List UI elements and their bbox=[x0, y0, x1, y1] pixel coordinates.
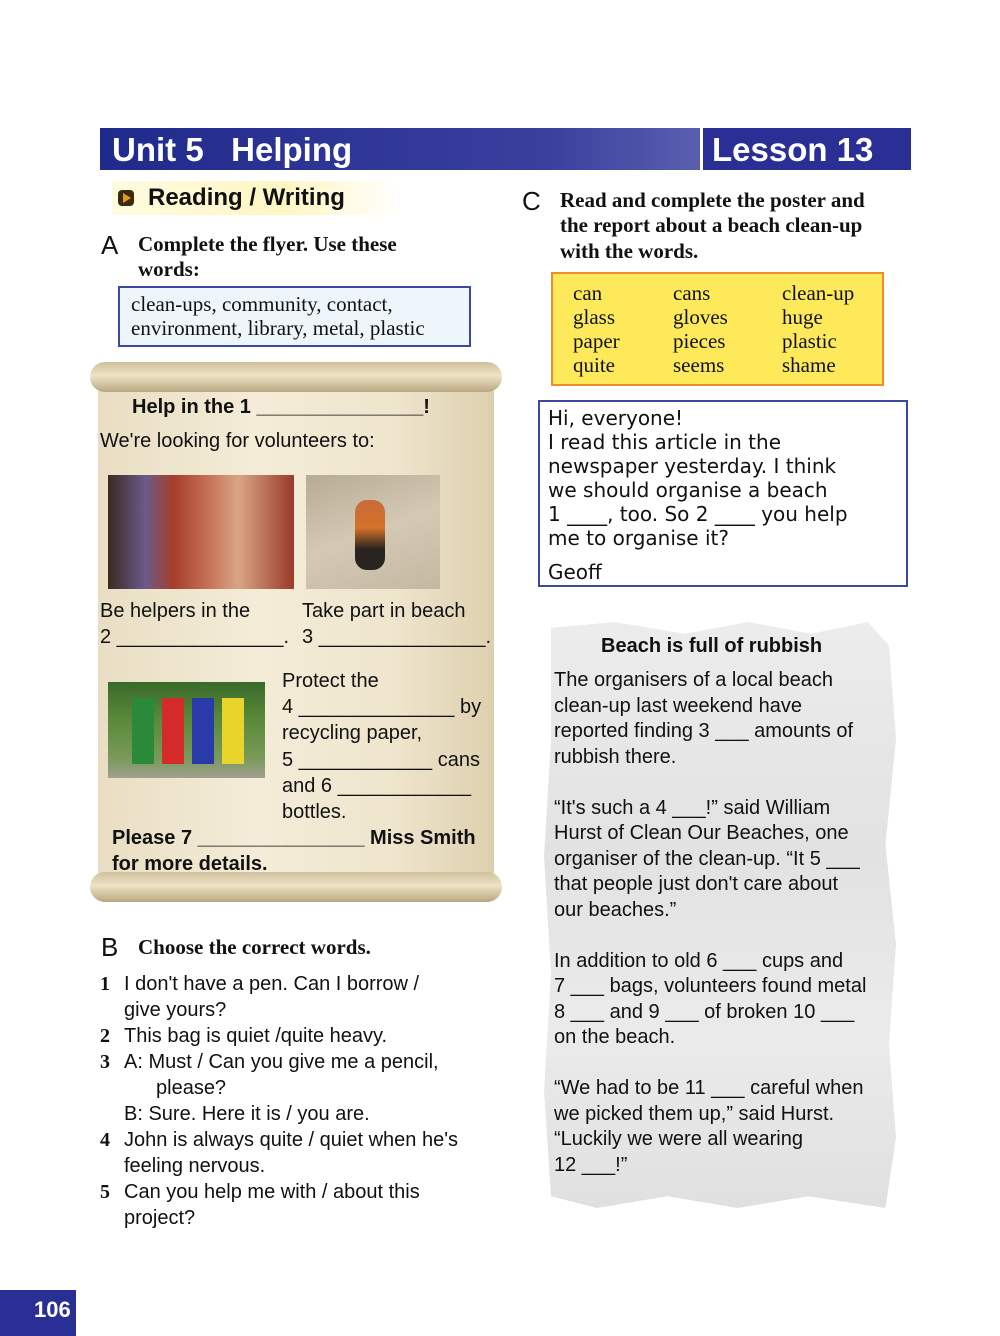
article-line: on the beach. bbox=[554, 1026, 676, 1048]
word: huge bbox=[782, 305, 823, 329]
list-item: 2 This bag is quiet /quite heavy. bbox=[100, 1025, 388, 1047]
word-column-1 bbox=[573, 281, 620, 377]
flyer-protect-3: recycling paper, bbox=[282, 722, 423, 744]
word: shame bbox=[782, 353, 836, 377]
article-line: “We had to be 11 ___ careful when bbox=[554, 1077, 864, 1099]
article-line: rubbish there. bbox=[554, 745, 677, 768]
section-b-letter: B bbox=[101, 932, 119, 962]
section-b-instruction: Choose the correct words. bbox=[138, 935, 371, 959]
red-bin bbox=[162, 698, 184, 764]
article-line: The organisers of a local beach bbox=[554, 669, 834, 691]
list-item: feeling nervous. bbox=[124, 1155, 266, 1177]
play-icon bbox=[118, 190, 134, 206]
list-item: project? bbox=[124, 1207, 196, 1229]
flyer-caption-1a: Be helpers in the bbox=[100, 600, 251, 622]
note-line: we should organise a beach bbox=[548, 478, 828, 502]
note-signature: Geoff bbox=[548, 560, 602, 584]
flyer-caption-2b: 3 _______________. bbox=[302, 626, 492, 648]
spacer bbox=[554, 770, 890, 796]
list-item: give yours? bbox=[124, 999, 227, 1021]
note-line: me to organise it? bbox=[548, 526, 729, 550]
volunteer-figure bbox=[355, 500, 385, 570]
lesson-title: Lesson 13 bbox=[712, 131, 874, 168]
flyer-protect-5: and 6 ____________ bbox=[282, 775, 472, 797]
word-box-a-line: environment, library, metal, plastic bbox=[131, 316, 425, 340]
section-tag-label: Reading / Writing bbox=[148, 184, 345, 211]
word: clean-up bbox=[782, 281, 855, 305]
flyer-heading: Help in the 1 _______________! bbox=[132, 396, 430, 418]
article-body bbox=[554, 668, 890, 1178]
article-headline: Beach is full of rubbish bbox=[601, 635, 823, 657]
note-line: 1 ____, too. So 2 ____ you help bbox=[548, 502, 848, 526]
flyer-please-1: Please 7 _______________ Miss Smith bbox=[112, 827, 476, 849]
word: pieces bbox=[673, 329, 726, 353]
list-item: 4 John is always quite / quiet when he's bbox=[100, 1129, 459, 1151]
section-a-instruction-2: words: bbox=[138, 257, 200, 281]
flyer-please-2: for more details. bbox=[112, 853, 268, 875]
word: seems bbox=[673, 353, 725, 377]
article-line: Hurst of Clean Our Beaches, one bbox=[554, 822, 849, 844]
scroll-top-roll bbox=[90, 362, 502, 392]
flyer-protect-1: Protect the bbox=[282, 670, 379, 692]
section-a-letter: A bbox=[101, 230, 119, 260]
list-item: please? bbox=[156, 1077, 227, 1099]
word: cans bbox=[673, 281, 711, 305]
article-line: 8 ___ and 9 ___ of broken 10 ___ bbox=[554, 1000, 855, 1023]
note-line: newspaper yesterday. I think bbox=[548, 454, 837, 478]
note-line: Hi, everyone! bbox=[548, 406, 684, 430]
article-line: “Luckily we were all wearing bbox=[554, 1128, 803, 1150]
list-item: B: Sure. Here it is / you are. bbox=[124, 1103, 370, 1125]
word: gloves bbox=[673, 305, 728, 329]
page-number: 106 bbox=[34, 1297, 71, 1322]
article-line: organiser of the clean-up. “It 5 ___ bbox=[554, 847, 860, 870]
article-line: “It's such a 4 ___!” said William bbox=[554, 796, 831, 819]
exercise-b-list bbox=[100, 971, 500, 1231]
green-bin bbox=[132, 698, 154, 764]
list-item: 1 I don't have a pen. Can I borrow / bbox=[100, 973, 420, 995]
section-c-instruction-3: with the words. bbox=[560, 239, 699, 263]
word-box-a-text bbox=[131, 292, 425, 340]
unit-title: Unit 5 Helping bbox=[112, 131, 353, 168]
flyer-protect-6: bottles. bbox=[282, 801, 347, 823]
flyer-protect-2: 4 ______________ by bbox=[282, 696, 482, 718]
article-line: reported finding 3 ___ amounts of bbox=[554, 720, 854, 742]
spacer bbox=[554, 923, 890, 949]
yellow-bin bbox=[222, 698, 244, 764]
flyer-protect-4: 5 ____________ cans bbox=[282, 749, 480, 771]
article-line: 12 ___!” bbox=[554, 1153, 628, 1176]
word: quite bbox=[573, 353, 615, 377]
blue-bin bbox=[192, 698, 214, 764]
word: can bbox=[573, 281, 603, 305]
flyer-caption-2a: Take part in beach bbox=[302, 600, 466, 622]
library-photo bbox=[108, 475, 294, 589]
flyer-caption-1b: 2 _______________. bbox=[100, 626, 290, 648]
list-item: 3 A: Must / Can you give me a pencil, bbox=[100, 1051, 439, 1073]
section-c-instruction-1: Read and complete the poster and bbox=[560, 188, 865, 212]
article-line: our beaches.” bbox=[554, 898, 677, 921]
article-line: In addition to old 6 ___ cups and bbox=[554, 949, 844, 972]
list-item: 5 Can you help me with / about this bbox=[100, 1181, 420, 1203]
word-column-3 bbox=[782, 281, 854, 377]
section-c-instruction-2: the report about a beach clean-up bbox=[560, 213, 863, 237]
article-line: that people just don't care about bbox=[554, 873, 839, 895]
article-line: 7 ___ bags, volunteers found metal bbox=[554, 975, 867, 997]
word: glass bbox=[573, 305, 615, 329]
section-c-letter: C bbox=[522, 186, 541, 216]
note-line: I read this article in the bbox=[548, 430, 782, 454]
word-column-2 bbox=[673, 281, 728, 377]
article-line: we picked them up,” said Hurst. bbox=[554, 1102, 835, 1125]
section-a-instruction-1: Complete the flyer. Use these bbox=[138, 232, 397, 256]
word: plastic bbox=[782, 329, 837, 353]
spacer bbox=[554, 1051, 890, 1077]
article-line: clean-up last weekend have bbox=[554, 694, 802, 717]
flyer-intro: We're looking for volunteers to: bbox=[100, 430, 375, 452]
note-text bbox=[548, 406, 848, 584]
word-box-a-line: clean-ups, community, contact, bbox=[131, 292, 393, 316]
word: paper bbox=[573, 329, 620, 353]
